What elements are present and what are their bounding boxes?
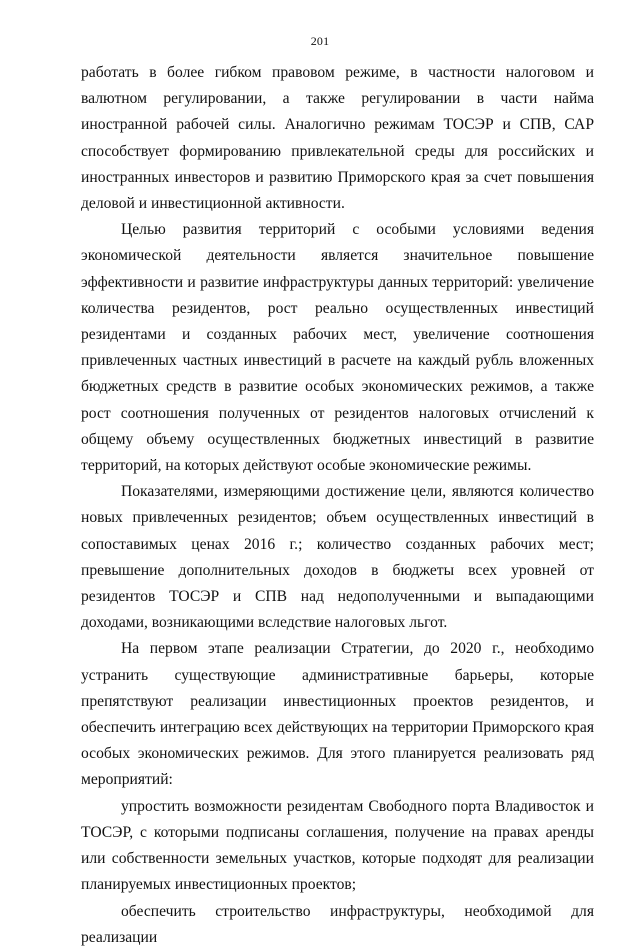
paragraph: Показателями, измеряющими достижение цели, являются количество новых привлеченных резидентов; объем осуществленных инвестиций в сопоставимых ценах 2016 г.; количество созданных рабочих мест; превышение дополнительных доходов в бюджеты всех уровней от резидентов ТОСЭР и СПВ над недополученными и выпадающими доходами, возникающими вследствие налоговых льгот.	[81, 483, 594, 632]
body-text	[81, 60, 594, 951]
page-number: 201	[310, 34, 330, 48]
paragraph: обеспечить строительство инфраструктуры, необходимой для реализации	[81, 902, 594, 946]
paragraph: работать в более гибком правовом режиме, в частности налоговом и валютном регулировании, а также регулировании в части найма иностранной рабочей силы. Аналогично режимам ТОСЭР и СПВ, САР способствует формированию привлекательной среды для российских и иностранных инвесторов и развитию Приморского края за счет повышения деловой и инвестиционной активности.	[81, 64, 594, 213]
paragraph: На первом этапе реализации Стратегии, до 2020 г., необходимо устранить существующие административные барьеры, которые препятствуют реализации инвестиционных проектов резидентов, и обеспечить интеграцию всех действующих на территории Приморского края особых экономических режимов. Для этого планируется реализовать ряд мероприятий:	[81, 640, 594, 789]
paragraph: Целью развития территорий с особыми условиями ведения экономической деятельности является значительное повышение эффективности и развитие инфраструктуры данных территорий: увеличение количества резидентов, рост реально осуществленных инвестиций резидентами и созданных рабочих мест, увеличение соотношения привлеченных частных инвестиций в расчете на каждый рубль вложенных бюджетных средств в развитие особых экономических режимов, а также рост соотношения полученных от резидентов налоговых отчислений к общему объему осуществленных бюджетных инвестиций в развитие территорий, на которых действуют особые экономические режимы.	[81, 221, 594, 475]
paragraph: упростить возможности резидентам Свободного порта Владивосток и ТОСЭР, с которыми подписаны соглашения, получение на правах аренды или собственности земельных участков, которые подходят для реализации планируемых инвестиционных проектов;	[81, 797, 594, 894]
